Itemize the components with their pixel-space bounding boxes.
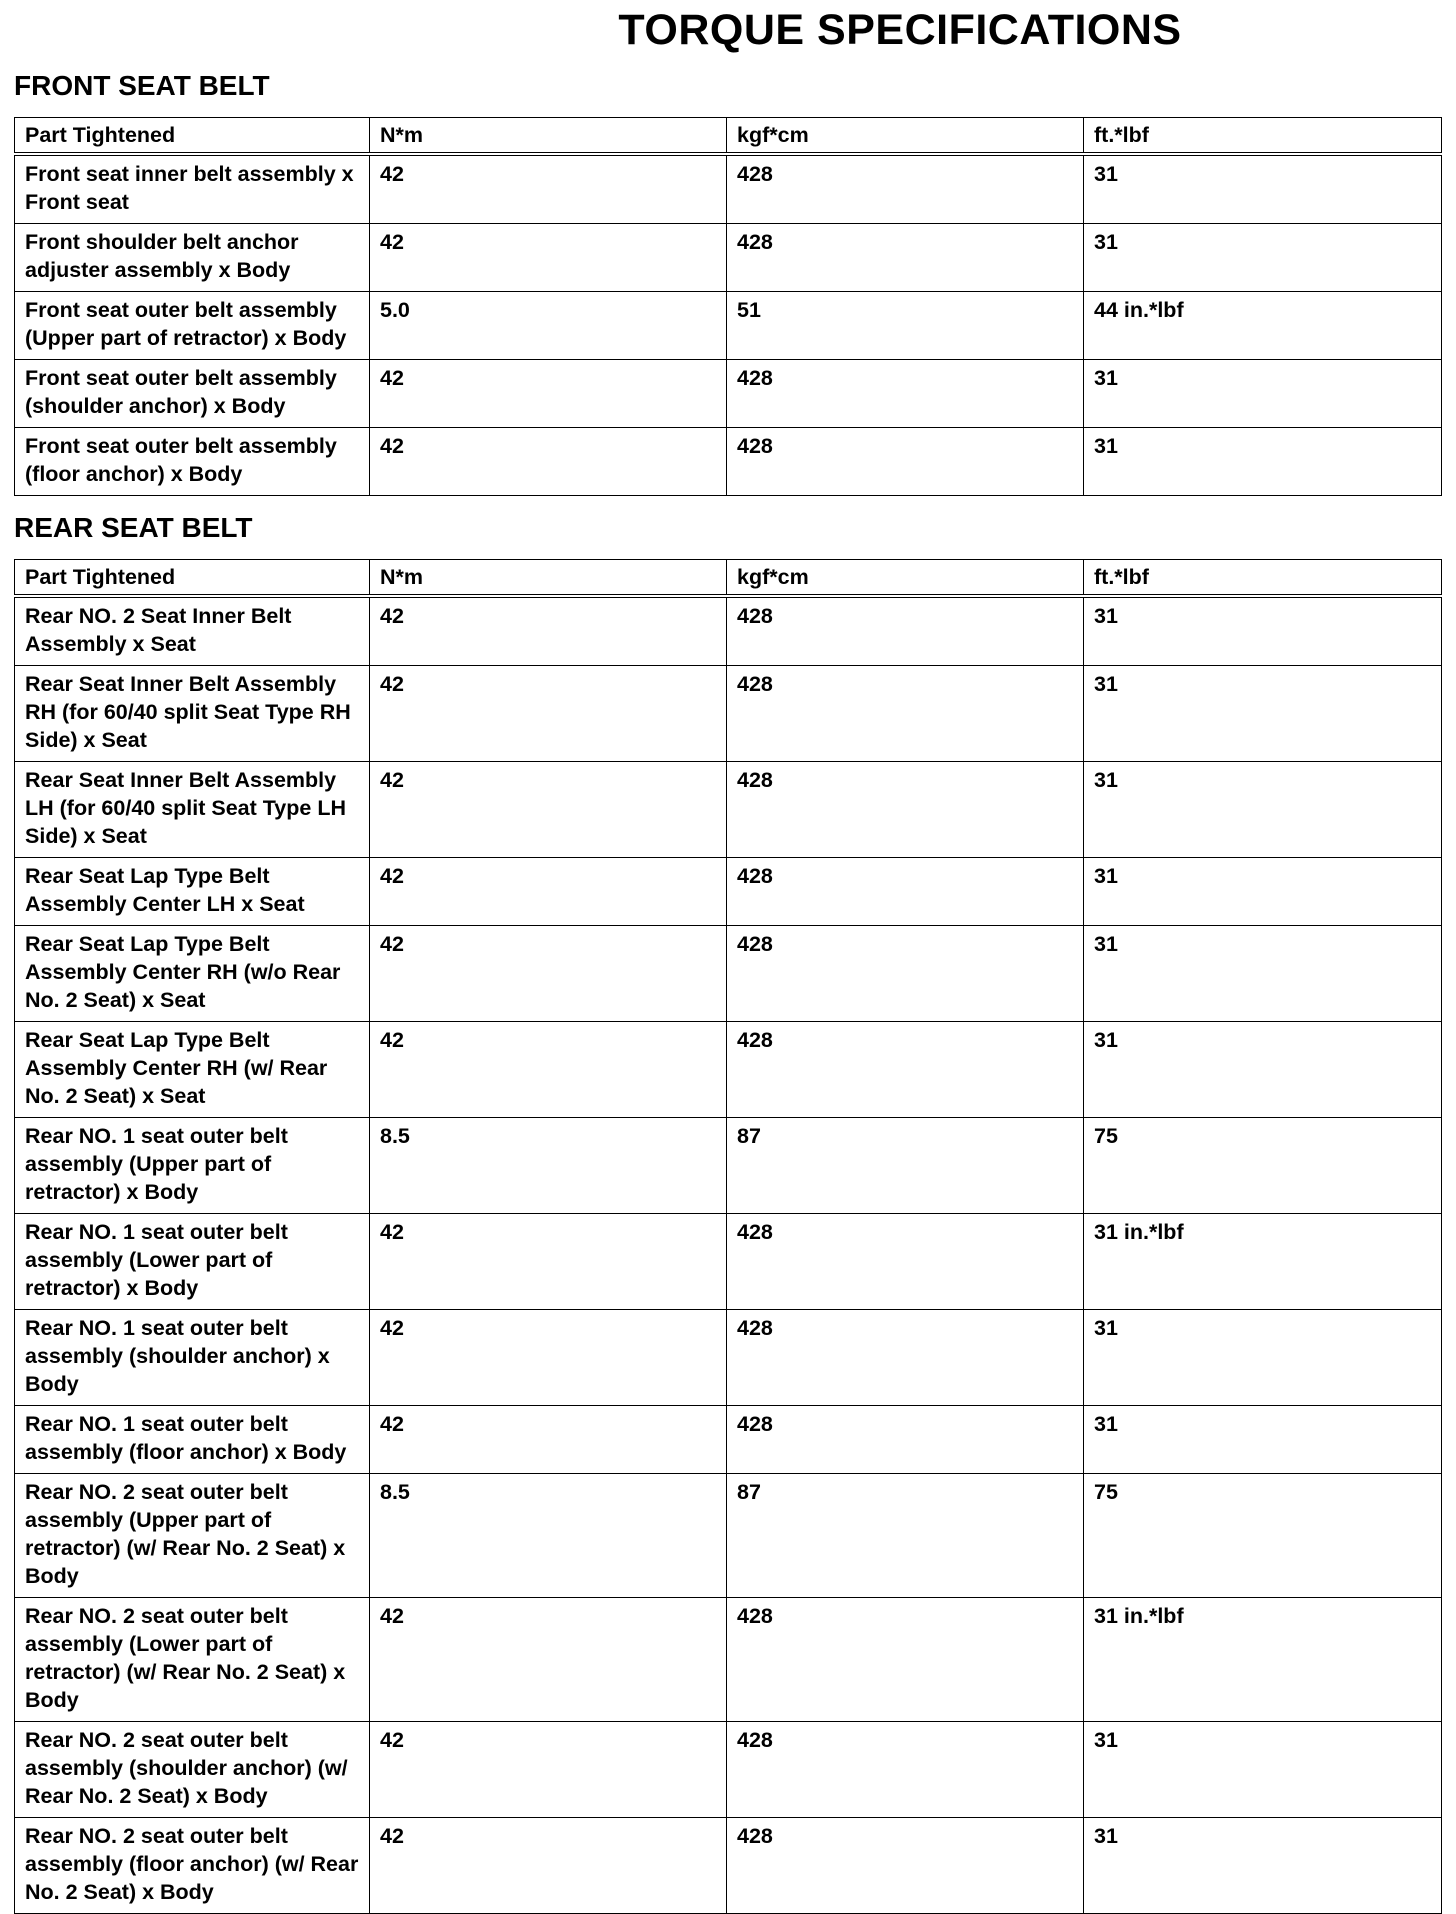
ft-cell: 44 in.*lbf: [1084, 292, 1442, 360]
kgf-cell: 87: [727, 1474, 1084, 1598]
table-header-row: [15, 118, 1442, 155]
table-row: [15, 428, 1442, 496]
nm-cell: 8.5: [370, 1118, 727, 1214]
kgf-cell: 428: [727, 1214, 1084, 1310]
table-row: [15, 1310, 1442, 1406]
nm-cell: 42: [370, 596, 727, 666]
nm-cell: 42: [370, 1310, 727, 1406]
part-cell: Rear Seat Lap Type Belt Assembly Center LH x Seat: [15, 858, 370, 926]
ft-cell: 31: [1084, 360, 1442, 428]
part-cell: Front seat outer belt assembly (shoulder anchor) x Body: [15, 360, 370, 428]
kgf-cell: 428: [727, 926, 1084, 1022]
ft-cell: 31: [1084, 154, 1442, 224]
table-row: [15, 666, 1442, 762]
kgf-cell: 428: [727, 1722, 1084, 1818]
part-cell: Rear NO. 1 seat outer belt assembly (Lower part of retractor) x Body: [15, 1214, 370, 1310]
nm-cell: 42: [370, 360, 727, 428]
table-row: [15, 1214, 1442, 1310]
nm-cell: 42: [370, 1598, 727, 1722]
part-cell: Rear NO. 1 seat outer belt assembly (shoulder anchor) x Body: [15, 1310, 370, 1406]
ft-cell: 31 in.*lbf: [1084, 1598, 1442, 1722]
nm-cell: 42: [370, 154, 727, 224]
front-seat-belt-table: [14, 117, 1442, 496]
nm-cell: 42: [370, 1818, 727, 1914]
nm-cell: 42: [370, 428, 727, 496]
kgf-cell: 428: [727, 1818, 1084, 1914]
ft-cell: 31: [1084, 1722, 1442, 1818]
ft-cell: 31: [1084, 1022, 1442, 1118]
part-cell: Front shoulder belt anchor adjuster assembly x Body: [15, 224, 370, 292]
part-cell: Front seat outer belt assembly (Upper part of retractor) x Body: [15, 292, 370, 360]
table-row: [15, 360, 1442, 428]
part-cell: Rear NO. 2 seat outer belt assembly (floor anchor) (w/ Rear No. 2 Seat) x Body: [15, 1818, 370, 1914]
column-header-ft: ft.*lbf: [1084, 560, 1442, 597]
nm-cell: 42: [370, 666, 727, 762]
table-row: [15, 1022, 1442, 1118]
front-seat-belt-heading: FRONT SEAT BELT: [14, 70, 270, 101]
nm-cell: 42: [370, 762, 727, 858]
column-header-part: Part Tightened: [15, 118, 370, 155]
table-row: [15, 762, 1442, 858]
ft-cell: 31: [1084, 858, 1442, 926]
part-cell: Rear Seat Lap Type Belt Assembly Center RH (w/o Rear No. 2 Seat) x Seat: [15, 926, 370, 1022]
column-header-nm: N*m: [370, 118, 727, 155]
ft-cell: 31: [1084, 762, 1442, 858]
column-header-nm: N*m: [370, 560, 727, 597]
nm-cell: 5.0: [370, 292, 727, 360]
nm-cell: 8.5: [370, 1474, 727, 1598]
ft-cell: 31: [1084, 926, 1442, 1022]
table-row: [15, 1598, 1442, 1722]
kgf-cell: 428: [727, 154, 1084, 224]
part-cell: Rear NO. 1 seat outer belt assembly (floor anchor) x Body: [15, 1406, 370, 1474]
part-cell: Rear Seat Inner Belt Assembly RH (for 60/40 split Seat Type RH Side) x Seat: [15, 666, 370, 762]
ft-cell: 31: [1084, 596, 1442, 666]
part-cell: Rear NO. 2 seat outer belt assembly (Upper part of retractor) (w/ Rear No. 2 Seat) x Body: [15, 1474, 370, 1598]
kgf-cell: 428: [727, 858, 1084, 926]
nm-cell: 42: [370, 1214, 727, 1310]
table-row: [15, 858, 1442, 926]
part-cell: Rear Seat Inner Belt Assembly LH (for 60/40 split Seat Type LH Side) x Seat: [15, 762, 370, 858]
table-row: [15, 154, 1442, 224]
part-cell: Rear NO. 2 seat outer belt assembly (Lower part of retractor) (w/ Rear No. 2 Seat) x Body: [15, 1598, 370, 1722]
kgf-cell: 428: [727, 360, 1084, 428]
kgf-cell: 428: [727, 1022, 1084, 1118]
kgf-cell: 428: [727, 1310, 1084, 1406]
table-row: [15, 1818, 1442, 1914]
kgf-cell: 428: [727, 1406, 1084, 1474]
ft-cell: 31: [1084, 224, 1442, 292]
part-cell: Rear NO. 1 seat outer belt assembly (Upper part of retractor) x Body: [15, 1118, 370, 1214]
nm-cell: 42: [370, 1022, 727, 1118]
part-cell: Rear NO. 2 Seat Inner Belt Assembly x Seat: [15, 596, 370, 666]
kgf-cell: 428: [727, 428, 1084, 496]
table-row: [15, 1118, 1442, 1214]
page-title: TORQUE SPECIFICATIONS: [618, 6, 1182, 54]
rear-seat-belt-table: [14, 559, 1442, 1914]
table-row: [15, 1406, 1442, 1474]
part-cell: Rear Seat Lap Type Belt Assembly Center RH (w/ Rear No. 2 Seat) x Seat: [15, 1022, 370, 1118]
nm-cell: 42: [370, 926, 727, 1022]
kgf-cell: 51: [727, 292, 1084, 360]
table-row: [15, 224, 1442, 292]
column-header-ft: ft.*lbf: [1084, 118, 1442, 155]
rear-seat-belt-heading: REAR SEAT BELT: [14, 512, 253, 543]
table-row: [15, 292, 1442, 360]
column-header-part: Part Tightened: [15, 560, 370, 597]
ft-cell: 31 in.*lbf: [1084, 1214, 1442, 1310]
nm-cell: 42: [370, 858, 727, 926]
table-header-row: [15, 560, 1442, 597]
ft-cell: 31: [1084, 1310, 1442, 1406]
ft-cell: 31: [1084, 1406, 1442, 1474]
ft-cell: 31: [1084, 428, 1442, 496]
table-row: [15, 1474, 1442, 1598]
ft-cell: 31: [1084, 1818, 1442, 1914]
nm-cell: 42: [370, 1722, 727, 1818]
part-cell: Front seat inner belt assembly x Front seat: [15, 154, 370, 224]
kgf-cell: 428: [727, 762, 1084, 858]
part-cell: Rear NO. 2 seat outer belt assembly (shoulder anchor) (w/ Rear No. 2 Seat) x Body: [15, 1722, 370, 1818]
table-row: [15, 926, 1442, 1022]
nm-cell: 42: [370, 224, 727, 292]
table-row: [15, 596, 1442, 666]
ft-cell: 31: [1084, 666, 1442, 762]
kgf-cell: 428: [727, 224, 1084, 292]
kgf-cell: 428: [727, 596, 1084, 666]
kgf-cell: 428: [727, 1598, 1084, 1722]
column-header-kgf: kgf*cm: [727, 118, 1084, 155]
table-row: [15, 1722, 1442, 1818]
ft-cell: 75: [1084, 1474, 1442, 1598]
kgf-cell: 87: [727, 1118, 1084, 1214]
column-header-kgf: kgf*cm: [727, 560, 1084, 597]
part-cell: Front seat outer belt assembly (floor anchor) x Body: [15, 428, 370, 496]
ft-cell: 75: [1084, 1118, 1442, 1214]
kgf-cell: 428: [727, 666, 1084, 762]
nm-cell: 42: [370, 1406, 727, 1474]
